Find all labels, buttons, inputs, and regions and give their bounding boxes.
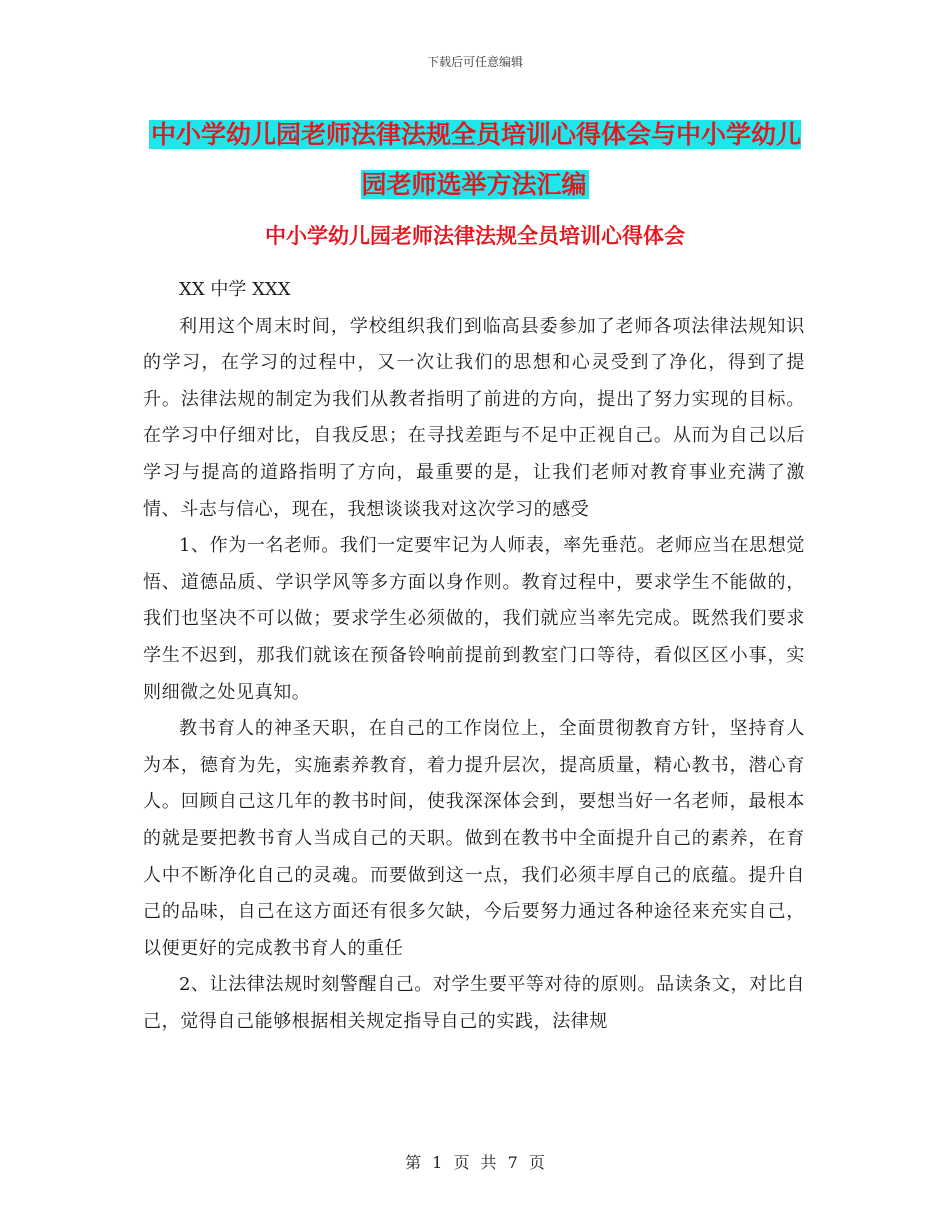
header-note: 下载后可任意编辑 xyxy=(426,55,523,69)
paragraph: 教书育人的神圣天职，在自己的工作岗位上，全面贯彻教育方针，坚持育人为本，德育为先，实施素养教育，着力提升层次，提高质量，精心教书，潜心育人。回顾自己这几年的教书时间，使我深深体会到，要想当好一名老师，最根本的就是要把教书育人当成自己的天职。做到在教书中全面提升自己的素养，在育人中不断净化自己的灵魂。而要做到这一点，我们必须丰厚自己的底蕴。提升自己的品味，自己在这方面还有很多欠缺，今后要努力通过各种途径来充实自己，以便更好的完成教书育人的重任 xyxy=(143,718,805,959)
main-title-text: 中小学幼儿园老师法律法规全员培训心得体会与中小学幼儿园老师选举方法汇编 xyxy=(150,120,801,199)
paragraph: 利用这个周末时间，学校组织我们到临高县委参加了老师各项法律法规知识的学习，在学习的过程中，又一次让我们的思想和心灵受到了净化，得到了提升。法律法规的制定为我们从教者指明了前进的方向，提出了努力实现的目标。在学习中仔细对比，自我反思；在寻找差距与不足中正视自己。从而为自己以后学习与提高的道路指明了方向，最重要的是，让我们老师对教育事业充满了激情、斗志与信心，现在，我想谈谈我对这次学习的感受 xyxy=(143,315,805,520)
main-title xyxy=(140,110,810,210)
page-footer: 第 1 页 共 7 页 xyxy=(405,1153,545,1172)
author-line: XX 中学 XXX xyxy=(179,279,291,300)
sub-title: 中小学幼儿园老师法律法规全员培训心得体会 xyxy=(265,224,685,248)
body-text xyxy=(143,272,805,1040)
paragraph: 2、让法律法规时刻警醒自己。对学生要平等对待的原则。品读条文，对比自己，觉得自己能够根据相关规定指导自己的实践，法律规 xyxy=(143,974,805,1032)
paragraph: 1、作为一名老师。我们一定要牢记为人师表，率先垂范。老师应当在思想觉悟、道德品质、学识学风等多方面以身作则。教育过程中，要求学生不能做的，我们也坚决不可以做；要求学生必须做的，我们就应当率先完成。既然我们要求学生不迟到，那我们就该在预备铃响前提前到教室门口等待，看似区区小事，实则细微之处见真知。 xyxy=(143,535,805,703)
